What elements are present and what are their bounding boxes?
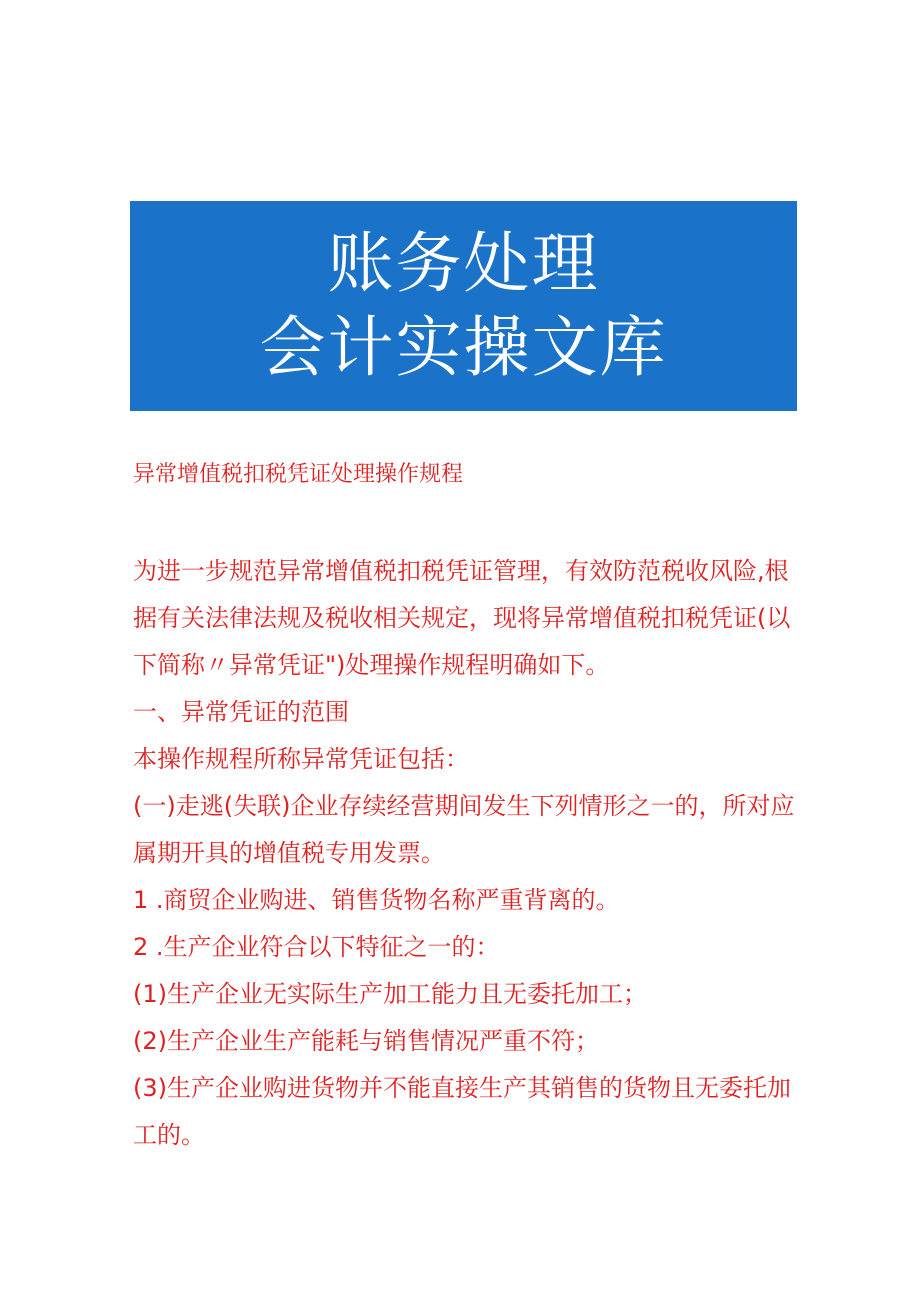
sub-item-1-paragraph: 1 .商贸企业购进、销售货物名称严重背离的。	[133, 886, 620, 914]
banner-title-line1: 账务处理	[327, 225, 600, 302]
clause-3-paragraph: (3)生产企业购进货物并不能直接生产其销售的货物且无委托加工的。	[133, 1074, 791, 1149]
sub-item-2-paragraph: 2 .生产企业符合以下特征之一的：	[133, 933, 500, 961]
clause-1-paragraph: (1)生产企业无实际生产加工能力且无委托加工；	[133, 980, 647, 1008]
header-banner	[130, 201, 797, 411]
document-body	[133, 548, 803, 1159]
section-heading-scope: 一、异常凭证的范围	[133, 698, 349, 726]
scope-intro-paragraph: 本操作规程所称异常凭证包括：	[133, 745, 469, 773]
item-1-paragraph: (一)走逃(失联)企业存续经营期间发生下列情形之一的，所对应属期开具的增值税专用发票。	[133, 792, 795, 867]
banner-title-line2: 会计实操文库	[259, 309, 668, 386]
clause-2-paragraph: (2)生产企业生产能耗与销售情况严重不符；	[133, 1027, 599, 1055]
intro-paragraph: 为进一步规范异常增值税扣税凭证管理，有效防范税收风险,根据有关法律法规及税收相关规定，现将异常增值税扣税凭证(以下简称〃异常凭证")处理操作规程明确如下。	[133, 557, 791, 679]
document-title: 异常增值税扣税凭证处理操作规程	[133, 462, 464, 487]
